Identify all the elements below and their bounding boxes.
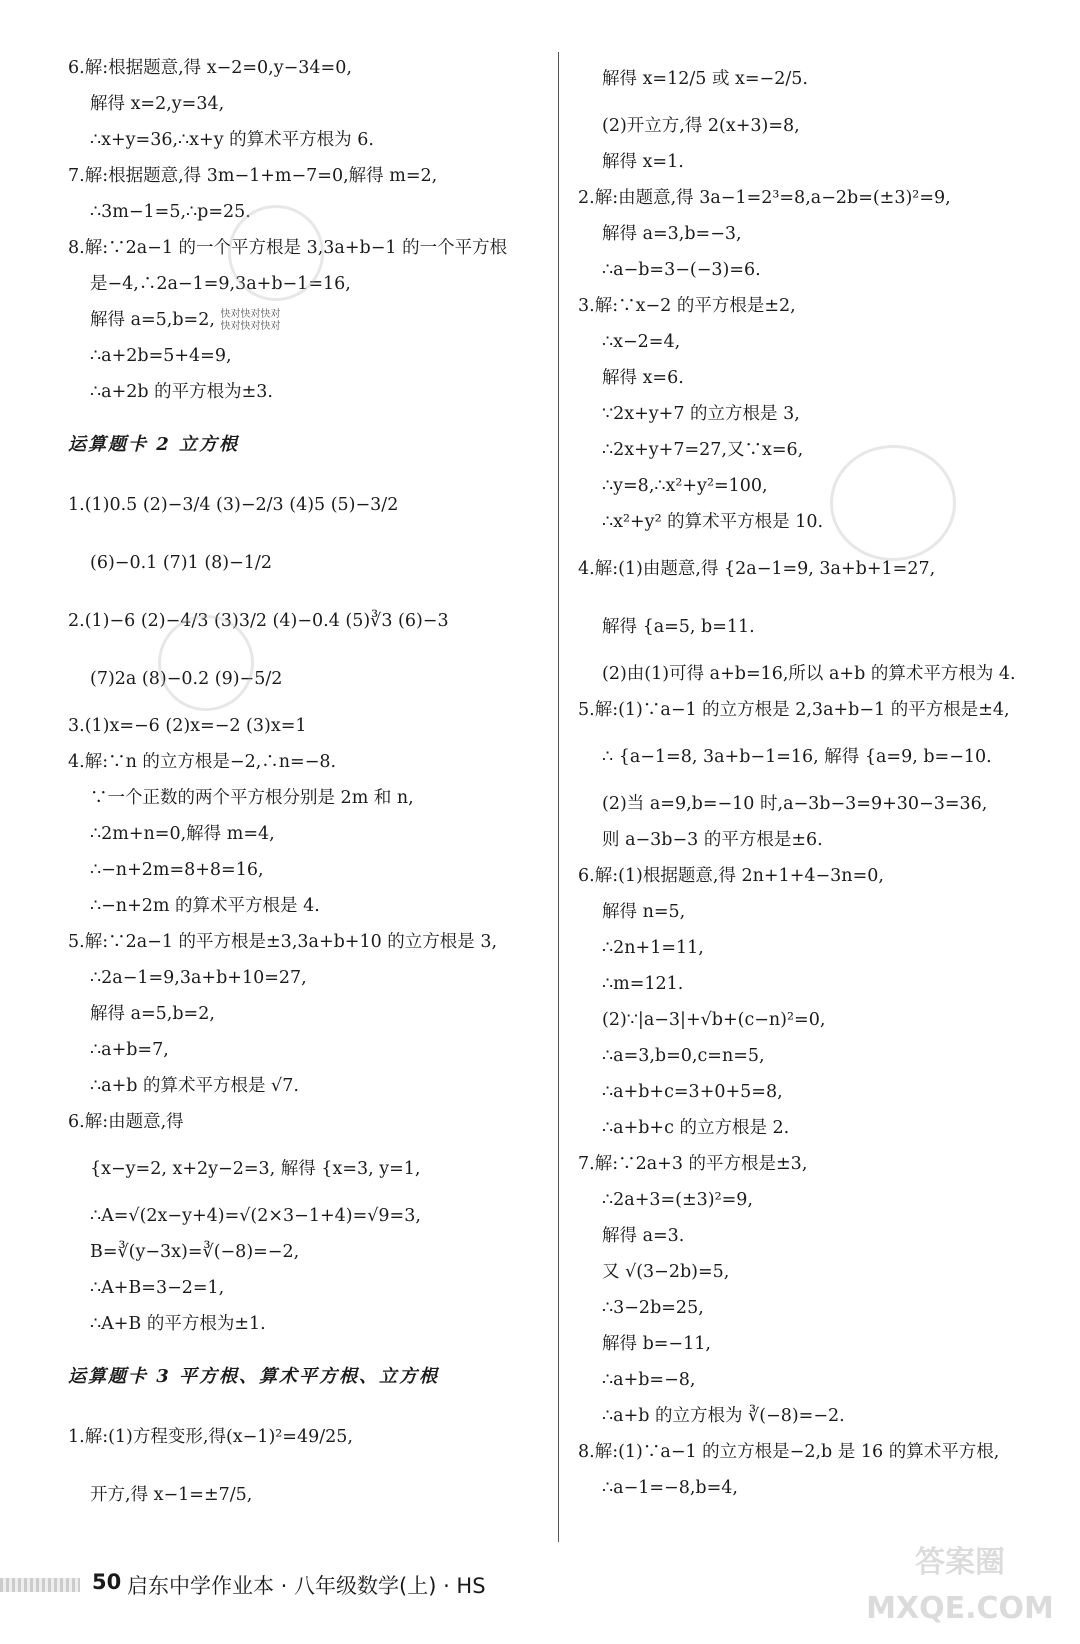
watermark-text: 答案圈 MXQE.COM — [866, 1545, 1054, 1626]
text-line: ∴−n+2m 的算术平方根是 4. — [90, 896, 320, 916]
text-line: ∴a+b=7, — [90, 1040, 169, 1060]
text-line: B=∛(y−3x)=∛(−8)=−2, — [90, 1242, 300, 1262]
text-line: ∴a+b=−8, — [602, 1370, 696, 1390]
text-line: (7)2a (8)−0.2 (9)−5/2 — [90, 669, 283, 689]
text-line: 7.解:∵2a+3 的平方根是±3, — [578, 1154, 808, 1174]
text-line: ∴A+B 的平方根为±1. — [90, 1314, 266, 1334]
stamp-watermark-icon — [228, 205, 324, 301]
text-line: ∴2a+3=(±3)²=9, — [602, 1190, 753, 1210]
text-line: ∴a=3,b=0,c=n=5, — [602, 1046, 765, 1066]
text-line: (2)当 a=9,b=−10 时,a−3b−3=9+30−3=36, — [602, 794, 988, 814]
text-line: 3.解:∵x−2 的平方根是±2, — [578, 296, 796, 316]
text-line: ∴x²+y² 的算术平方根是 10. — [602, 512, 824, 532]
text-line: 解得 x=12/5 或 x=−2/5. — [602, 69, 808, 89]
text-line: 是−4,∴2a−1=9,3a+b−1=16, — [90, 274, 351, 294]
text-line — [68, 302, 548, 338]
text-line: 8.解:∵2a−1 的一个平方根是 3,3a+b−1 的一个平方根 — [68, 238, 508, 258]
text-line: 2.解:由题意,得 3a−1=2³=8,a−2b=(±3)²=9, — [578, 188, 951, 208]
column-divider — [558, 52, 559, 1542]
book-title: 启东中学作业本 · 八年级数学(上) · HS — [127, 1574, 486, 1598]
text-line: ∴a+2b=5+4=9, — [90, 346, 232, 366]
text-line: 1.(1)0.5 (2)−3/4 (3)−2/3 (4)5 (5)−3/2 — [68, 495, 399, 515]
text-line: ∴A+B=3−2=1, — [90, 1278, 225, 1298]
text-line: ∴3−2b=25, — [602, 1298, 704, 1318]
text-line: 开方,得 x−1=±7/5, — [90, 1485, 253, 1505]
text-line: 4.解:(1)由题意,得 {2a−1=9, 3a+b+1=27, — [578, 559, 936, 579]
text-line: 解得 n=5, — [602, 902, 686, 922]
text-line: 则 a−3b−3 的平方根是±6. — [602, 830, 823, 850]
text-line: 解得 a=5,b=2, — [90, 310, 215, 330]
text-line: 解得 a=3. — [602, 1226, 685, 1246]
text-line: 5.解:∵2a−1 的平方根是±3,3a+b+10 的立方根是 3, — [68, 932, 498, 952]
text-line: ∴m=121. — [602, 974, 684, 994]
text-line: (2)开立方,得 2(x+3)=8, — [602, 116, 800, 136]
text-line: ∴y=8,∴x²+y²=100, — [602, 476, 768, 496]
text-line: 6.解:根据题意,得 x−2=0,y−34=0, — [68, 58, 352, 78]
text-line: 6.解:(1)根据题意,得 2n+1+4−3n=0, — [578, 866, 884, 886]
text-line: 解得 x=6. — [602, 368, 684, 388]
text-line: ∴x+y=36,∴x+y 的算术平方根为 6. — [90, 130, 374, 150]
text-line: ∴a−1=−8,b=4, — [602, 1478, 738, 1498]
text-line: ∴a−b=3−(−3)=6. — [602, 260, 761, 280]
text-line: 7.解:根据题意,得 3m−1+m−7=0,解得 m=2, — [68, 166, 438, 186]
text-line: ∴a+b+c=3+0+5=8, — [602, 1082, 783, 1102]
text-line: ∴3m−1=5,∴p=25. — [90, 202, 251, 222]
left-block-3 — [68, 1408, 548, 1524]
text-line: {x−y=2, x+2y−2=3, 解得 {x=3, y=1, — [90, 1159, 421, 1179]
section-title: 运算题卡 3 平方根、算术平方根、立方根 — [68, 1366, 440, 1387]
text-line: ∴x−2=4, — [602, 332, 681, 352]
text-line: 5.解:(1)∵a−1 的立方根是 2,3a+b−1 的平方根是±4, — [578, 700, 1010, 720]
text-line: 解得 x=1. — [602, 152, 684, 172]
text-line: ∴a+b+c 的立方根是 2. — [602, 1118, 790, 1138]
left-block-2 — [68, 476, 548, 1342]
text-line: ∴A=√(2x−y+4)=√(2×3−1+4)=√9=3, — [90, 1206, 421, 1226]
text-line: ∴a+b 的算术平方根是 √7. — [90, 1076, 299, 1096]
text-line: ∴2m+n=0,解得 m=4, — [90, 824, 275, 844]
stamp-watermark-icon — [158, 615, 254, 711]
text-line: (6)−0.1 (7)1 (8)−1/2 — [90, 553, 272, 573]
text-line: 解得 x=2,y=34, — [90, 94, 225, 114]
text-line: ∴2a−1=9,3a+b+10=27, — [90, 968, 307, 988]
text-line: ∴−n+2m=8+8=16, — [90, 860, 264, 880]
text-line: (2)∵|a−3|+√b+(c−n)²=0, — [602, 1010, 826, 1030]
text-line: 解得 {a=5, b=11. — [602, 617, 755, 637]
text-line: 又 √(3−2b)=5, — [602, 1262, 730, 1282]
page-number: 50 — [92, 1570, 122, 1594]
stamp-watermark-icon — [830, 445, 956, 561]
text-line: 8.解:(1)∵a−1 的立方根是−2,b 是 16 的算术平方根, — [578, 1442, 1000, 1462]
text-line: 解得 b=−11, — [602, 1334, 711, 1354]
footer-decoration — [0, 1578, 80, 1592]
text-line: ∴2n+1=11, — [602, 938, 704, 958]
text-line: 解得 a=5,b=2, — [90, 1004, 215, 1024]
watermark-small: 快对快对快对 快对快对快对 — [220, 308, 281, 332]
text-line: ∴a+2b 的平方根为±3. — [90, 382, 273, 402]
text-line: ∴ {a−1=8, 3a+b−1=16, 解得 {a=9, b=−10. — [602, 747, 992, 767]
section-title: 运算题卡 2 立方根 — [68, 434, 240, 455]
text-line: (2)由(1)可得 a+b=16,所以 a+b 的算术平方根为 4. — [602, 664, 1016, 684]
text-line: ∵2x+y+7 的立方根是 3, — [602, 404, 800, 424]
text-line: ∴a+b 的立方根为 ∛(−8)=−2. — [602, 1406, 845, 1426]
site-watermark-logo-icon — [860, 1540, 1070, 1640]
text-line: ∵一个正数的两个平方根分别是 2m 和 n, — [90, 788, 414, 808]
right-column — [578, 50, 1048, 1506]
text-line: 1.解:(1)方程变形,得(x−1)²=49/25, — [68, 1427, 353, 1447]
text-line: 6.解:由题意,得 — [68, 1112, 184, 1132]
text-line: 3.(1)x=−6 (2)x=−2 (3)x=1 — [68, 716, 307, 736]
text-line: ∴2x+y+7=27,又∵x=6, — [602, 440, 804, 460]
text-line: 解得 a=3,b=−3, — [602, 224, 742, 244]
text-line: 4.解:∵n 的立方根是−2,∴n=−8. — [68, 752, 337, 772]
text-line: 2.(1)−6 (2)−4/3 (3)3/2 (4)−0.4 (5)∛3 (6)−3 — [68, 611, 449, 631]
